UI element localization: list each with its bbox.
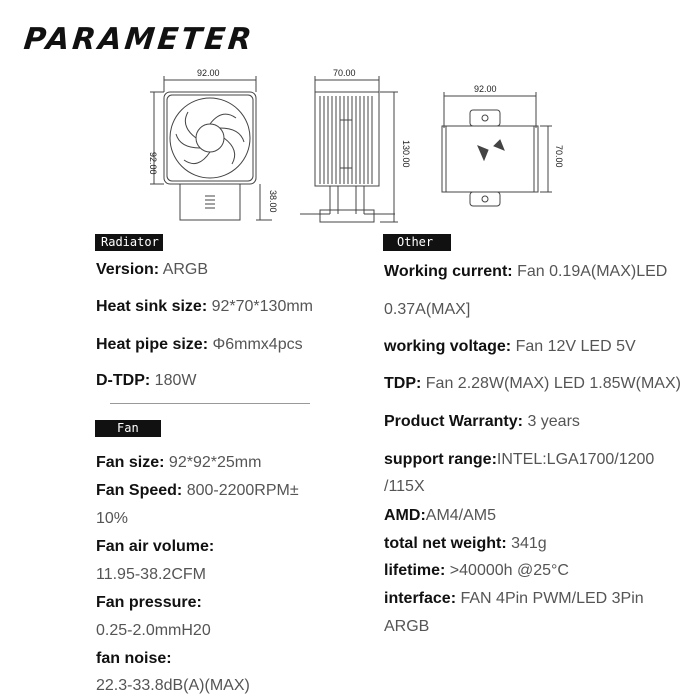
heatpipe-size-row: Heat pipe size: Φ6mmx4pcs <box>96 336 303 353</box>
lifetime-row: lifetime: >40000h @25°C <box>384 562 569 579</box>
fan-pressure-value: 0.25-2.0mmH20 <box>96 622 211 639</box>
working-voltage-row: working voltage: Fan 12V LED 5V <box>384 338 636 355</box>
top-width-dimension: 92.00 <box>474 84 497 94</box>
radiator-tag: Radiator <box>95 234 163 251</box>
fan-pressure-row: Fan pressure: <box>96 594 202 611</box>
dtdp-row: D-TDP: 180W <box>96 372 197 389</box>
fan-air-volume-row: Fan air volume: <box>96 538 215 555</box>
working-current-continued: 0.37A(MAX] <box>384 301 471 318</box>
fan-tag: Fan <box>95 420 161 437</box>
version-row: Version: ARGB <box>96 261 209 278</box>
base-height-dimension: 38.00 <box>268 190 278 213</box>
support-range-row: support range:INTEL:LGA1700/1200 <box>384 451 655 468</box>
heatsink-size-row: Heat sink size: 92*70*130mm <box>96 298 314 315</box>
interface-row: interface: FAN 4Pin PWM/LED 3Pin <box>384 590 644 607</box>
working-current-row: Working current: Fan 0.19A(MAX)LED <box>384 263 668 280</box>
section-divider <box>110 403 310 404</box>
net-weight-row: total net weight: 341g <box>384 535 547 552</box>
side-height-dimension: 130.00 <box>401 140 411 168</box>
tdp-row: TDP: Fan 2.28W(MAX) LED 1.85W(MAX) <box>384 375 681 392</box>
fan-speed-continued: 10% <box>96 510 129 527</box>
top-depth-dimension: 70.00 <box>554 145 564 168</box>
front-width-dimension: 92.00 <box>197 68 220 78</box>
support-range-continued: /115X <box>384 478 425 495</box>
front-height-dimension: 92.00 <box>148 152 158 175</box>
fan-size-row: Fan size: 92*92*25mm <box>96 454 262 471</box>
fan-noise-value: 22.3-33.8dB(A)(MAX) <box>96 677 250 694</box>
side-view-drawing <box>300 76 398 222</box>
side-width-dimension: 70.00 <box>333 68 356 78</box>
front-view-drawing <box>150 76 272 220</box>
warranty-row: Product Warranty: 3 years <box>384 413 580 430</box>
page-title: PARAMETER <box>22 22 257 57</box>
interface-continued: ARGB <box>384 618 430 635</box>
dimension-drawings <box>0 60 700 235</box>
amd-support-row: AMD:AM4/AM5 <box>384 507 497 524</box>
fan-air-volume-value: 11.95-38.2CFM <box>96 566 206 583</box>
top-view-drawing <box>442 92 552 206</box>
fan-noise-row: fan noise: <box>96 650 172 667</box>
fan-speed-row: Fan Speed: 800-2200RPM± <box>96 482 299 499</box>
other-tag: Other <box>383 234 451 251</box>
